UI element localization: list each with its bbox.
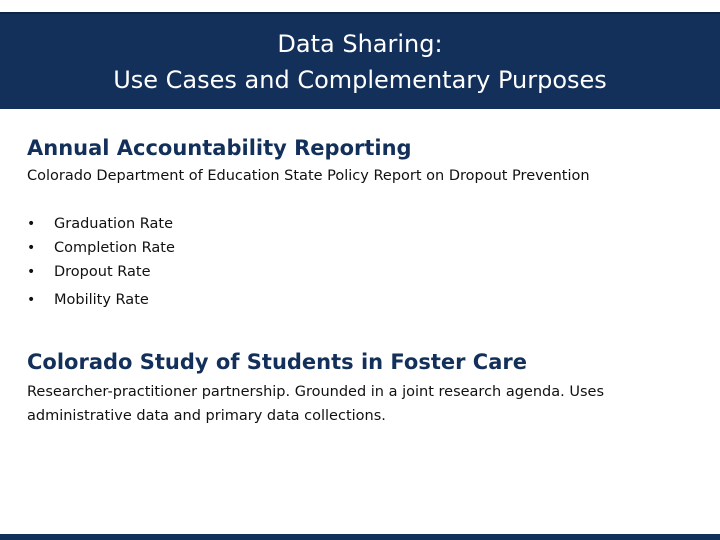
section-subtitle-policy-report: Colorado Department of Education State Policy Report on Dropout Prevention — [27, 168, 590, 184]
section-heading-foster-care: Colorado Study of Students in Foster Care — [27, 350, 527, 374]
bullet-dot-icon: • — [27, 240, 36, 256]
bullet-label: Graduation Rate — [54, 216, 173, 232]
bullet-item — [27, 236, 175, 260]
slide-title-line-2: Use Cases and Complementary Purposes — [113, 65, 607, 94]
bullet-dot-icon: • — [27, 292, 36, 308]
bullet-label: Mobility Rate — [54, 292, 149, 308]
bullet-dot-icon: • — [27, 216, 36, 232]
bullet-item — [27, 260, 175, 284]
bullet-label: Completion Rate — [54, 240, 175, 256]
bullet-item — [27, 212, 175, 236]
section-heading-accountability: Annual Accountability Reporting — [27, 136, 412, 160]
bottom-rule — [0, 534, 720, 540]
metrics-bullet-list — [27, 212, 175, 312]
slide-title-line-1: Data Sharing: — [277, 29, 443, 58]
bullet-item — [27, 288, 175, 312]
bullet-dot-icon: • — [27, 264, 36, 280]
section-body-line-2: administrative data and primary data collections. — [27, 408, 386, 424]
title-bar — [0, 12, 720, 109]
bullet-label: Dropout Rate — [54, 264, 151, 280]
section-body-line-1: Researcher-practitioner partnership. Grounded in a joint research agenda. Uses — [27, 384, 604, 400]
